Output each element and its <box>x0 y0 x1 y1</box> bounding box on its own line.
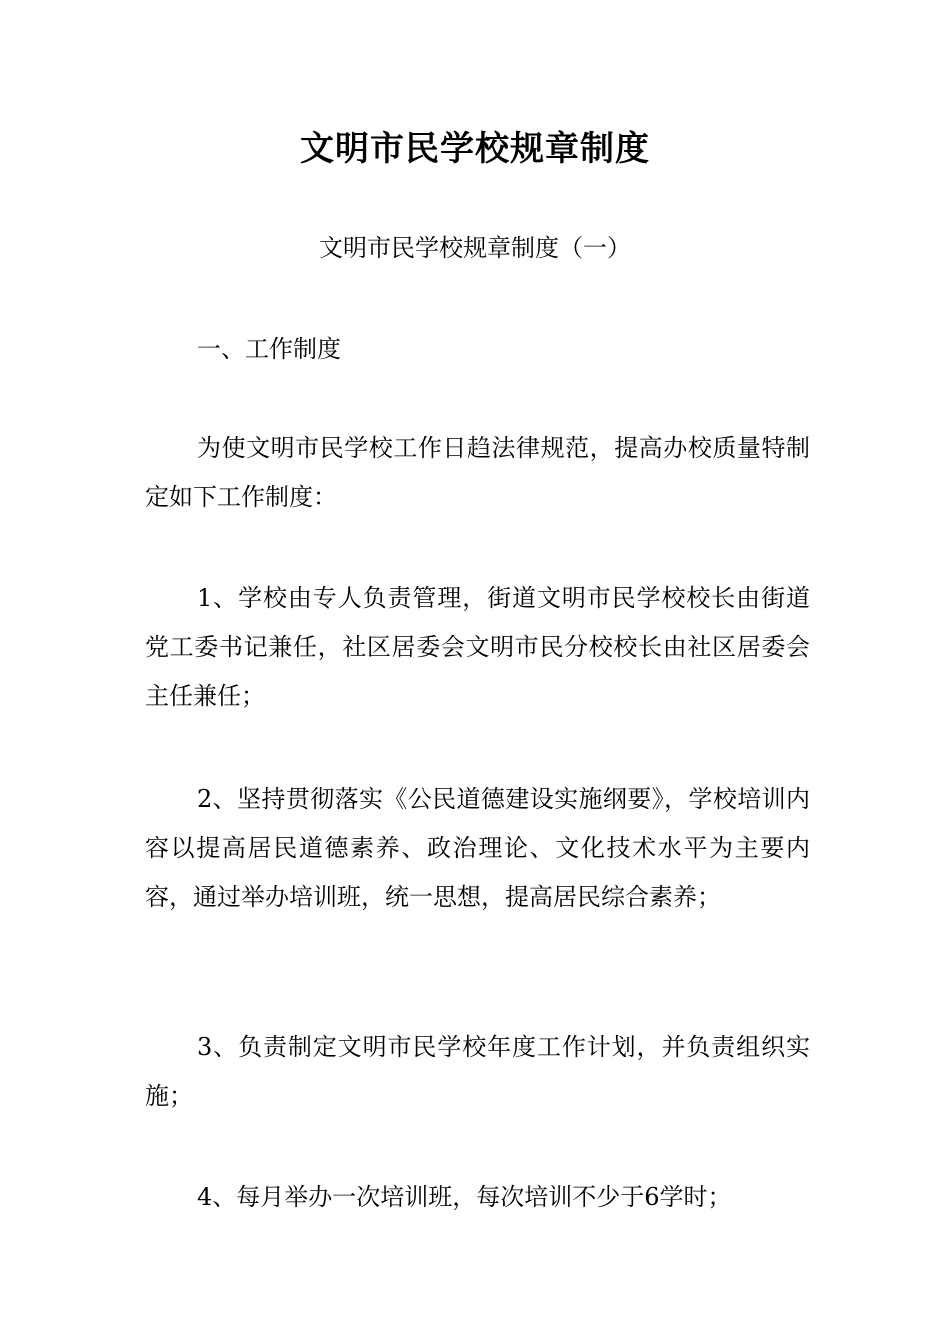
rule-item-2: 2、坚持贯彻落实《公民道德建设实施纲要》，学校培训内容以提高居民道德素养、政治理论、文化技术水平为主要内容，通过举办培训班，统一思想，提高居民综合素养； <box>145 785 810 911</box>
document-subtitle: 文明市民学校规章制度（一） <box>319 234 631 262</box>
section-heading: 一、工作制度 <box>197 335 341 363</box>
rule-item-4: 4、每月举办一次培训班，每次培训不少于6学时； <box>197 1183 732 1211</box>
intro-paragraph: 为使文明市民学校工作日趋法律规范，提高办校质量特制定如下工作制度： <box>145 434 810 511</box>
rule-item-3: 3、负责制定文明市民学校年度工作计划，并负责组织实施； <box>145 1033 810 1110</box>
document-title: 文明市民学校规章制度 <box>300 129 650 169</box>
rule-item-1: 1、学校由专人负责管理，街道文明市民学校校长由街道党工委书记兼任，社区居委会文明市民分校校长由社区居委会主任兼任； <box>145 584 810 710</box>
